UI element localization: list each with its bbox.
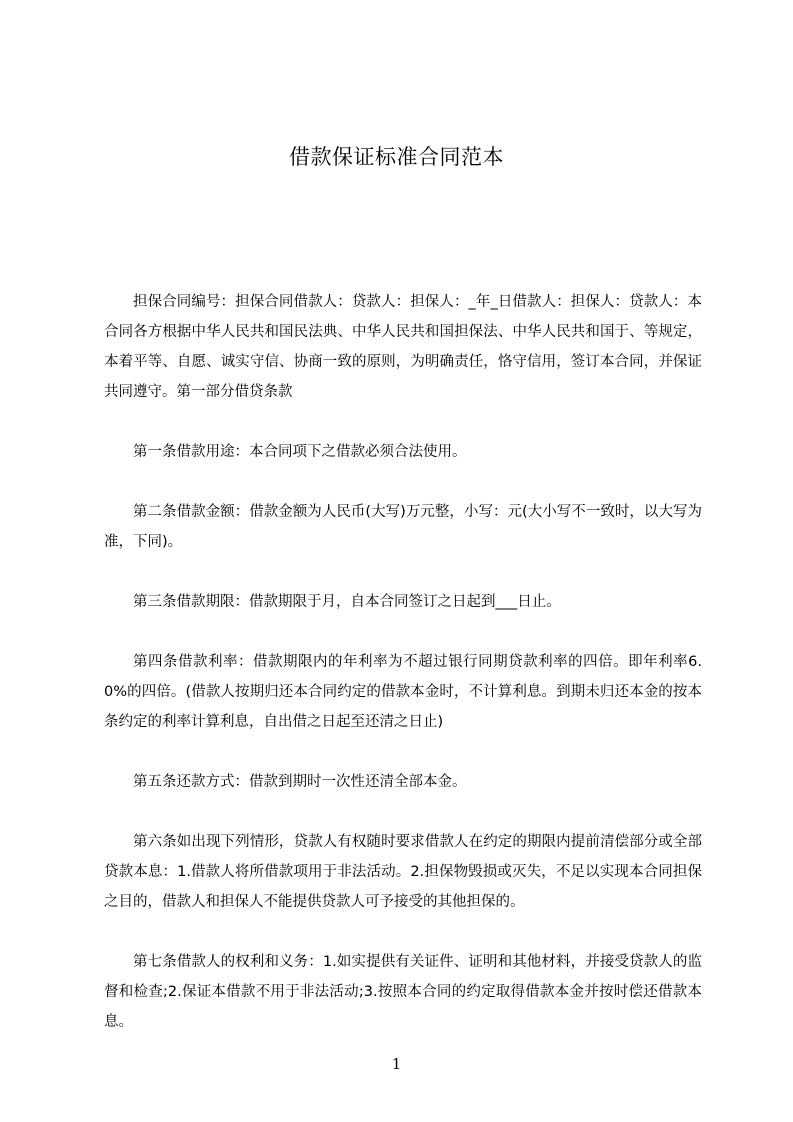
paragraph-article-4: 第四条借款利率：借款期限内的年利率为不超过银行同期贷款利率的四倍。即年利率6.0%的四倍。(借款人按期归还本合同约定的借款本金时，不计算利息。到期未归还本金的按本条约定的利率计算利息，自出借之日起至还清之日止)	[104, 654, 702, 730]
paragraph-article-2: 第二条借款金额：借款金额为人民币(大写)万元整，小写：元(大小写不一致时，以大写为准，下同)。	[104, 504, 702, 550]
paragraph-article-6: 第六条如出现下列情形，贷款人有权随时要求借款人在约定的期限内提前清偿部分或全部贷款本息：1.借款人将所借款项用于非法活动。2.担保物毁损或灭失，不足以实现本合同担保之目的，借款人和担保人不能提供贷款人可予接受的其他担保的。	[104, 834, 702, 910]
paragraph-article-7: 第七条借款人的权利和义务：1.如实提供有关证件、证明和其他材料，并接受贷款人的监督和检查;2.保证本借款不用于非法活动;3.按照本合同的约定取得借款本金并按时偿还借款本息。	[104, 954, 702, 1030]
paragraph-article-5: 第五条还款方式：借款到期时一次性还清全部本金。	[133, 774, 467, 790]
document-body	[104, 287, 702, 1067]
document-title: 借款保证标准合同范本	[289, 145, 504, 169]
paragraph-article-3: 第三条借款期限：借款期限于月，自本合同签订之日起到___日止。	[133, 594, 561, 610]
paragraph-article-1: 第一条借款用途：本合同项下之借款必须合法使用。	[133, 444, 467, 460]
paragraph-preamble: 担保合同编号：担保合同借款人：贷款人：担保人：_年_日借款人：担保人：贷款人：本合同各方根据中华人民共和国民法典、中华人民共和国担保法、中华人民共和国于、等规定，本着平等、自愿、诚实守信、协商一致的原则，为明确责任，恪守信用，签订本合同，并保证共同遵守。第一部分借贷条款	[104, 294, 702, 400]
page-number: 1	[391, 1055, 402, 1073]
